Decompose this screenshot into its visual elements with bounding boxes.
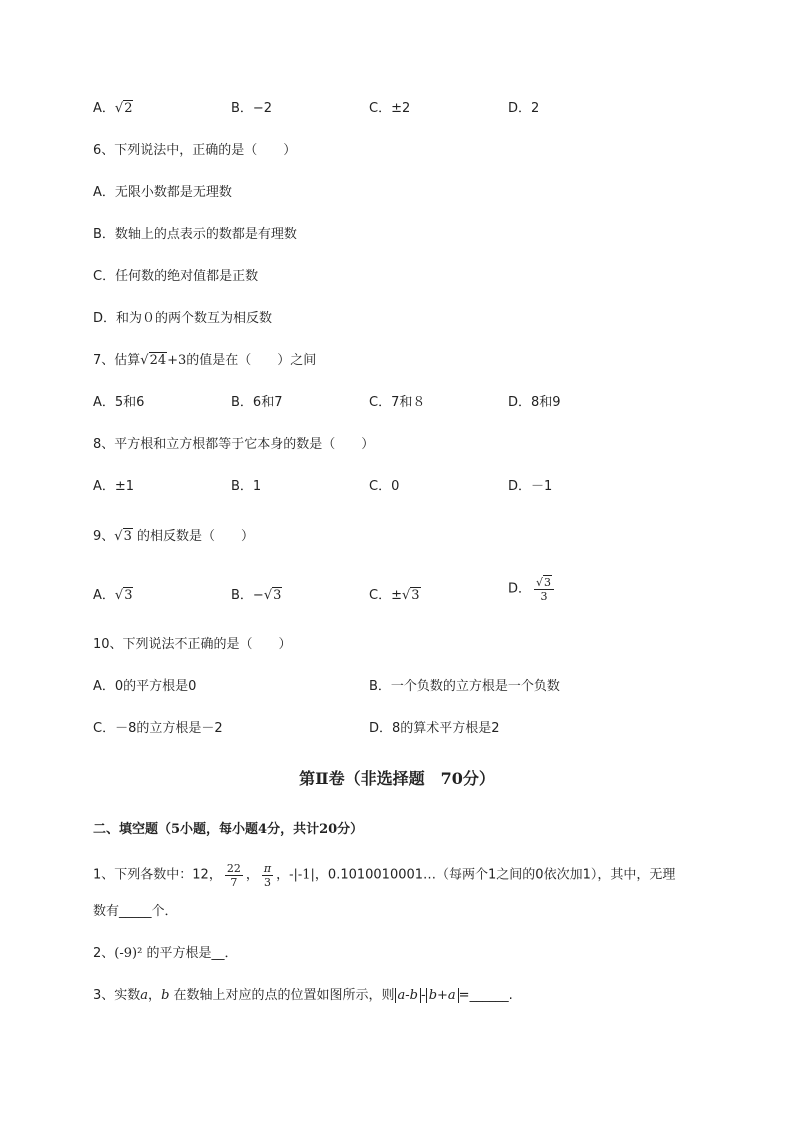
- q10-option-c: C．－8的立方根是－2: [93, 721, 223, 736]
- fill1-line2: 数有_____个．: [93, 904, 178, 919]
- q6-option-b: B．数轴上的点表示的数都是有理数: [93, 227, 297, 242]
- q10-option-d: D．8的算术平方根是2: [369, 721, 500, 736]
- q9-stem: 9、√3 的相反数是（ ）: [93, 529, 254, 544]
- q9-option-c: C．±√3: [369, 588, 420, 603]
- fill3: 3、实数a，b 在数轴上对应的点的位置如图所示，则 a-b - b+a =______.: [93, 988, 513, 1003]
- q6-option-a: A．无限小数都是无理数: [93, 185, 232, 200]
- section-title: 第Ⅱ卷（非选择题 70分）: [299, 769, 495, 788]
- q8-option-c: C．0: [369, 479, 400, 494]
- q10-option-b: B．一个负数的立方根是一个负数: [369, 679, 560, 694]
- q9-option-a: A．√3: [93, 588, 133, 603]
- q9-option-b: B．−√3: [231, 588, 282, 603]
- q8-option-b: B．1: [231, 479, 262, 494]
- part-title: 二、填空题（5小题，每小题4分，共计20分）: [93, 822, 364, 837]
- q7-stem: 7、估算√24+3的值是在（ ）之间: [93, 353, 317, 368]
- q5-option-c: C．±2: [369, 101, 411, 116]
- q9-option-d: D． $\frac{√3}{3}$: [508, 576, 557, 603]
- q10-option-a: A．0的平方根是0: [93, 679, 197, 694]
- q7-option-a: A．5和6: [93, 395, 145, 410]
- q7-option-d: D．8和9: [508, 395, 561, 410]
- q5-option-a: A．√2: [93, 101, 133, 116]
- q6-stem: 6、下列说法中，正确的是（ ）: [93, 143, 297, 158]
- q6-option-d: D．和为０的两个数互为相反数: [93, 311, 273, 326]
- q8-stem: 8、平方根和立方根都等于它本身的数是（ ）: [93, 437, 375, 452]
- fill2: 2、(-9)² 的平方根是__．: [93, 946, 238, 961]
- q7-option-c: C．7和８: [369, 395, 426, 410]
- q7-option-b: B．6和7: [231, 395, 283, 410]
- q8-option-a: A．±1: [93, 479, 135, 494]
- q5-option-b: B．−2: [231, 101, 273, 116]
- q5-option-d: D．2: [508, 101, 540, 116]
- q10-stem: 10、下列说法不正确的是（ ）: [93, 637, 292, 652]
- q6-option-c: C．任何数的绝对值都是正数: [93, 269, 259, 284]
- fill1-line1: 1、下列各数中：12， $\frac{22}{7}$ ， $\frac{\pi}{3}$ ，-|-1|，0.1010010001…（每两个1之间的0依次加1），其中，无理: [93, 862, 676, 889]
- q8-option-d: D．－1: [508, 479, 553, 494]
